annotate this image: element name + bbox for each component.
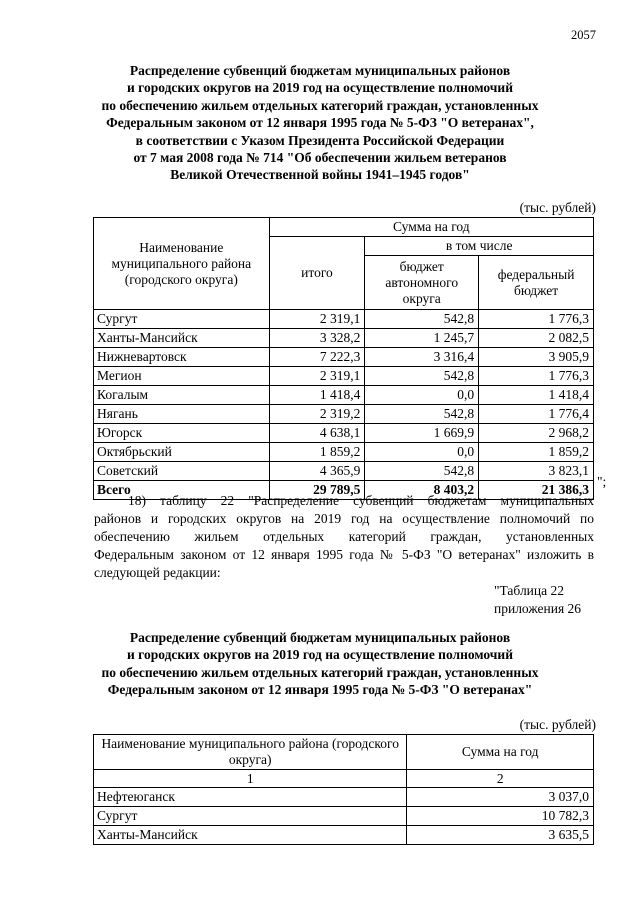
cell-name: Ханты-Мансийск <box>94 329 270 348</box>
paragraph-line: районов и городских округов на 2019 год на осуществление полномочий по <box>94 511 594 526</box>
table-row <box>94 443 594 462</box>
subvention-table-1 <box>93 217 594 500</box>
cell-federal: 2 968,2 <box>479 424 594 443</box>
cell-federal: 1 418,4 <box>479 386 594 405</box>
cell-name: Нижневартовск <box>94 348 270 367</box>
units-label-2: (тыс. рублей) <box>519 717 596 732</box>
title-1 <box>60 62 580 184</box>
table-row <box>94 807 594 826</box>
cell-total: 2 319,2 <box>269 405 365 424</box>
cell-name: Когалым <box>94 386 270 405</box>
cell-auto: 542,8 <box>365 462 479 481</box>
cell-name: Нефтеюганск <box>94 788 407 807</box>
cell-auto: 1 245,7 <box>365 329 479 348</box>
table-row <box>94 462 594 481</box>
title-1-line: Распределение субвенций бюджетам муниципальных районов <box>129 63 511 78</box>
title-1-line: в соответствии с Указом Президента Российской Федерации <box>135 132 505 148</box>
header-including: в том числе <box>365 237 594 256</box>
cell-federal: 1 776,3 <box>479 310 594 329</box>
units-label-1: (тыс. рублей) <box>519 200 596 215</box>
cell-auto: 8 403,2 <box>365 481 479 500</box>
header-sum-year: Сумма на год <box>269 218 593 237</box>
cell-auto: 1 669,9 <box>365 424 479 443</box>
cell-name: Ханты-Мансийск <box>94 826 407 845</box>
header-column-number: 2 <box>407 770 594 788</box>
cell-total: 29 789,5 <box>269 481 365 500</box>
paragraph-line: Федеральным законом от 12 января 1995 года № 5-ФЗ "О ветеранах" изложить в <box>94 547 594 562</box>
title-1-line: по обеспечению жильем отдельных категорий граждан, установленных <box>101 97 539 113</box>
table-row <box>94 386 594 405</box>
header-name-column: Наименование муниципального района (городского округа) <box>94 735 407 770</box>
title-2-line: по обеспечению жильем отдельных категорий граждан, установленных <box>101 664 539 680</box>
header-column-number: 1 <box>94 770 407 788</box>
title-1-line: и городских округов на 2019 год на осуществление полномочий <box>127 80 513 96</box>
cell-federal: 1 859,2 <box>479 443 594 462</box>
paragraph-line: обеспечению жильем отдельных категорий граждан, установленных <box>94 529 594 544</box>
cell-auto: 3 316,4 <box>365 348 479 367</box>
cell-sum: 10 782,3 <box>407 807 594 826</box>
cell-total: 4 638,1 <box>269 424 365 443</box>
paragraph-line: следующей редакции: <box>94 565 221 580</box>
header-name-column: Наименование муниципального района (городского округа) <box>94 218 270 310</box>
header-auto-budget: бюджет автономного округа <box>365 256 479 310</box>
paragraph-line: 18) таблицу 22 "Распределение субвенций бюджетам муниципальных <box>128 493 594 508</box>
table-row <box>94 788 594 807</box>
header-total: итого <box>269 237 365 310</box>
table-reference-line: "Таблица 22 <box>494 583 564 598</box>
cell-federal: 3 905,9 <box>479 348 594 367</box>
table-reference <box>494 582 581 618</box>
cell-total: 2 319,1 <box>269 310 365 329</box>
title-2-line: Федеральным законом от 12 января 1995 года № 5-ФЗ "О ветеранах" <box>107 682 533 698</box>
cell-total: 1 859,2 <box>269 443 365 462</box>
table-row <box>94 405 594 424</box>
cell-name: Югорск <box>94 424 270 443</box>
cell-sum: 3 635,5 <box>407 826 594 845</box>
cell-auto: 0,0 <box>365 386 479 405</box>
closing-quote-mark: "; <box>597 474 607 489</box>
cell-total: 2 319,1 <box>269 367 365 386</box>
cell-federal: 1 776,4 <box>479 405 594 424</box>
cell-total: 3 328,2 <box>269 329 365 348</box>
title-1-line: Федеральным законом от 12 января 1995 года № 5-ФЗ "О ветеранах", <box>106 115 534 131</box>
cell-name: Нягань <box>94 405 270 424</box>
cell-auto: 0,0 <box>365 443 479 462</box>
cell-name: Октябрьский <box>94 443 270 462</box>
header-federal-budget: федеральный бюджет <box>479 256 594 310</box>
title-2 <box>60 629 580 699</box>
cell-sum: 3 037,0 <box>407 788 594 807</box>
header-sum-year: Сумма на год <box>407 735 594 770</box>
table-row <box>94 826 594 845</box>
table-row <box>94 367 594 386</box>
table-row <box>94 424 594 443</box>
cell-total: 1 418,4 <box>269 386 365 405</box>
subvention-table-2 <box>93 734 594 845</box>
cell-name: Советский <box>94 462 270 481</box>
table-reference-line: приложения 26 <box>494 601 582 616</box>
cell-auto: 542,8 <box>365 310 479 329</box>
title-2-line: и городских округов на 2019 год на осуществление полномочий <box>127 647 513 663</box>
title-2-line: Распределение субвенций бюджетам муниципальных районов <box>129 630 511 645</box>
title-1-line: от 7 мая 2008 года № 714 "Об обеспечении жильем ветеранов <box>133 150 507 166</box>
cell-total: 7 222,3 <box>269 348 365 367</box>
table-row <box>94 310 594 329</box>
cell-total: 4 365,9 <box>269 462 365 481</box>
page-number: 2057 <box>571 28 596 42</box>
title-1-line: Великой Отечественной войны 1941–1945 годов" <box>170 167 470 183</box>
cell-name: Всего <box>94 481 270 500</box>
table-row <box>94 329 594 348</box>
cell-name: Сургут <box>94 310 270 329</box>
cell-name: Сургут <box>94 807 407 826</box>
cell-federal: 3 823,1 <box>479 462 594 481</box>
cell-auto: 542,8 <box>365 367 479 386</box>
cell-federal: 21 386,3 <box>479 481 594 500</box>
table-row <box>94 348 594 367</box>
cell-auto: 542,8 <box>365 405 479 424</box>
cell-name: Мегион <box>94 367 270 386</box>
amendment-paragraph <box>94 492 594 582</box>
cell-federal: 2 082,5 <box>479 329 594 348</box>
cell-federal: 1 776,3 <box>479 367 594 386</box>
